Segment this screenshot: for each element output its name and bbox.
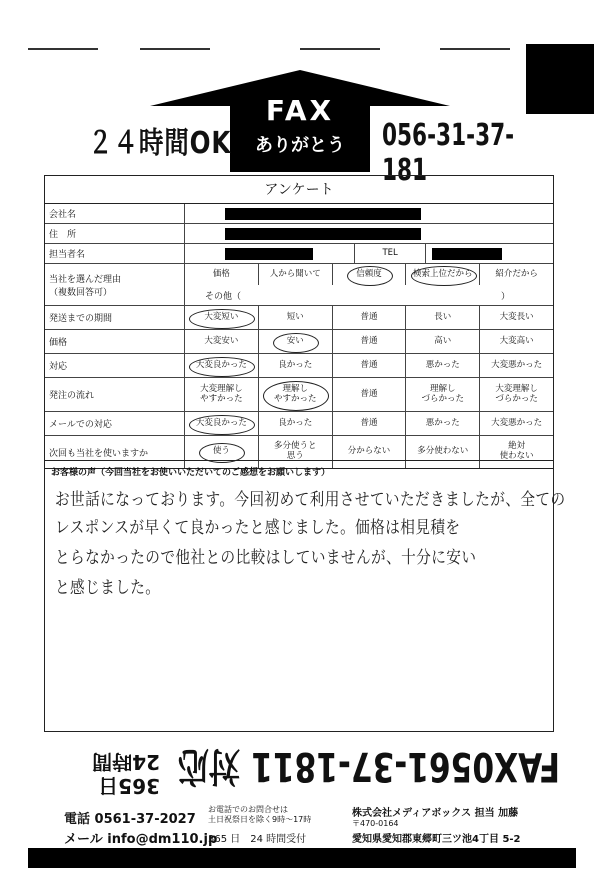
other-close: ） (501, 291, 511, 302)
option[interactable]: 悪かった (406, 412, 480, 435)
mirrored-24h: 24時間 (92, 750, 160, 774)
handwritten-line: とらなかったので他社との比較はしていませんが、十分に安い (55, 548, 477, 568)
option[interactable]: 多分使うと 思う (259, 436, 333, 468)
top-rule-3 (300, 48, 380, 50)
redaction-block (225, 228, 421, 240)
option-selected[interactable]: 理解し やすかった (259, 378, 333, 411)
row-price (45, 330, 553, 354)
row-label: 発注の流れ (45, 378, 185, 411)
option[interactable]: 普通 (333, 412, 407, 435)
customer-voice-header: お客様の声（今回当社をお使いいただいてのご感想をお願いします） (51, 468, 331, 478)
customer-voice-box[interactable] (44, 460, 566, 732)
row-reason (45, 264, 553, 306)
option[interactable]: 良かった (259, 354, 333, 377)
option[interactable]: 理解し づらかった (406, 378, 480, 411)
option-introduction[interactable]: 紹介だから (495, 268, 538, 279)
other-label: その他（ (205, 291, 242, 302)
footer-zip: 〒470-0164 (352, 819, 399, 828)
footer-company: 株式会社メディアボックス 担当 加藤 (352, 808, 519, 819)
mirrored-hours (92, 750, 160, 798)
option[interactable]: 分からない (333, 436, 407, 468)
option[interactable]: 大変悪かった (491, 359, 543, 370)
row-label: 担当者名 (45, 244, 185, 263)
option-selected[interactable]: 安い (259, 330, 333, 353)
option[interactable]: 普通 (333, 330, 407, 353)
company-field[interactable] (185, 204, 553, 223)
option[interactable]: 悪かった (406, 354, 480, 377)
option-selected[interactable]: 大変良かった (185, 412, 259, 435)
option[interactable]: 大変安い (185, 330, 259, 353)
row-label: メールでの対応 (45, 412, 185, 435)
option-search-rank-selected[interactable]: 検索上位だから (406, 264, 480, 285)
option[interactable]: 普通 (333, 378, 407, 411)
option[interactable]: 良かった (259, 412, 333, 435)
bottom-bar (28, 848, 576, 868)
row-label: 会社名 (45, 204, 185, 223)
row-label: 次回も当社を使いますか (45, 436, 185, 468)
fax-box (230, 92, 370, 172)
option[interactable]: 大変長い (499, 311, 534, 322)
redaction-block (225, 248, 313, 260)
top-rule-1 (28, 48, 98, 50)
row-label: 住 所 (45, 224, 185, 243)
address-field[interactable] (185, 224, 553, 243)
questionnaire-form (44, 175, 554, 469)
option[interactable]: 普通 (333, 354, 407, 377)
footer-hours: 365 日 24 時間受付 (208, 834, 307, 845)
fax-title: FAX (265, 94, 335, 127)
fax-subtitle: ありがとう (255, 135, 345, 156)
row-delivery (45, 306, 553, 330)
handwritten-line: と感じました。 (55, 578, 161, 598)
footer-mail: メール info@dm110.jp (64, 832, 218, 847)
reason-sublabel: （複数回答可） (49, 287, 113, 298)
option-price[interactable]: 価格 (185, 264, 259, 285)
footer-address: 愛知県愛知郡東郷町三ツ池4丁目 5-2 (352, 834, 521, 845)
redaction-block (225, 208, 421, 220)
row-label (45, 264, 185, 305)
footer-note2: 土日祝祭日を除く9時〜17時 (208, 815, 312, 824)
option-trust-selected[interactable]: 信頼度 (333, 264, 407, 285)
option[interactable]: 多分使わない (406, 436, 480, 468)
option[interactable]: 長い (406, 306, 480, 329)
row-contact (45, 244, 553, 264)
top-rule-4 (440, 48, 510, 50)
mirrored-fax-banner (60, 740, 560, 798)
option-selected[interactable]: 大変良かった (185, 354, 259, 377)
reason-label: 当社を選んだ理由 (49, 274, 122, 285)
option[interactable]: 大変悪かった (491, 417, 543, 428)
row-email (45, 412, 553, 436)
mirrored-fax-number: FAX0561-37-1811 対応 (177, 743, 560, 789)
option[interactable]: 普通 (333, 306, 407, 329)
tel-label: TEL (355, 244, 426, 263)
row-label: 対応 (45, 354, 185, 377)
mirrored-365: 365日 (98, 774, 160, 798)
footer-phone: 電話 0561-37-2027 (64, 812, 196, 827)
handwritten-line: レスポンスが早くて良かったと感じました。価格は相見積を (55, 518, 461, 538)
top-rule-2 (140, 48, 210, 50)
option[interactable]: 大変理解し づらかった (495, 383, 538, 404)
option-selected[interactable]: 大変短い (185, 306, 259, 329)
fax-number-banner: 056-31-37-181 (382, 118, 515, 188)
redaction-block (432, 248, 502, 260)
handwritten-line: お世話になっております。今回初めて利用させていただきましたが、全ての (55, 490, 566, 510)
option[interactable]: 高い (406, 330, 480, 353)
row-service (45, 354, 553, 378)
option[interactable]: 絶対 使わない (499, 441, 534, 461)
row-order-flow (45, 378, 553, 412)
row-address (45, 224, 553, 244)
option-referral[interactable]: 人から聞いて (259, 264, 333, 285)
footer-note1: お電話でのお問合せは (208, 805, 288, 814)
option[interactable]: 大変高い (499, 335, 534, 346)
hours-banner: ２４時間OK (88, 126, 232, 161)
redaction-block (526, 44, 594, 114)
form-title: アンケート (45, 176, 553, 204)
tel-field[interactable] (426, 244, 553, 263)
row-label: 価格 (45, 330, 185, 353)
option[interactable]: 短い (259, 306, 333, 329)
option[interactable]: 大変理解し やすかった (185, 378, 259, 411)
row-company (45, 204, 553, 224)
row-label: 発送までの期間 (45, 306, 185, 329)
contact-name-field[interactable] (185, 244, 355, 263)
option-selected[interactable]: 使う (185, 436, 259, 468)
